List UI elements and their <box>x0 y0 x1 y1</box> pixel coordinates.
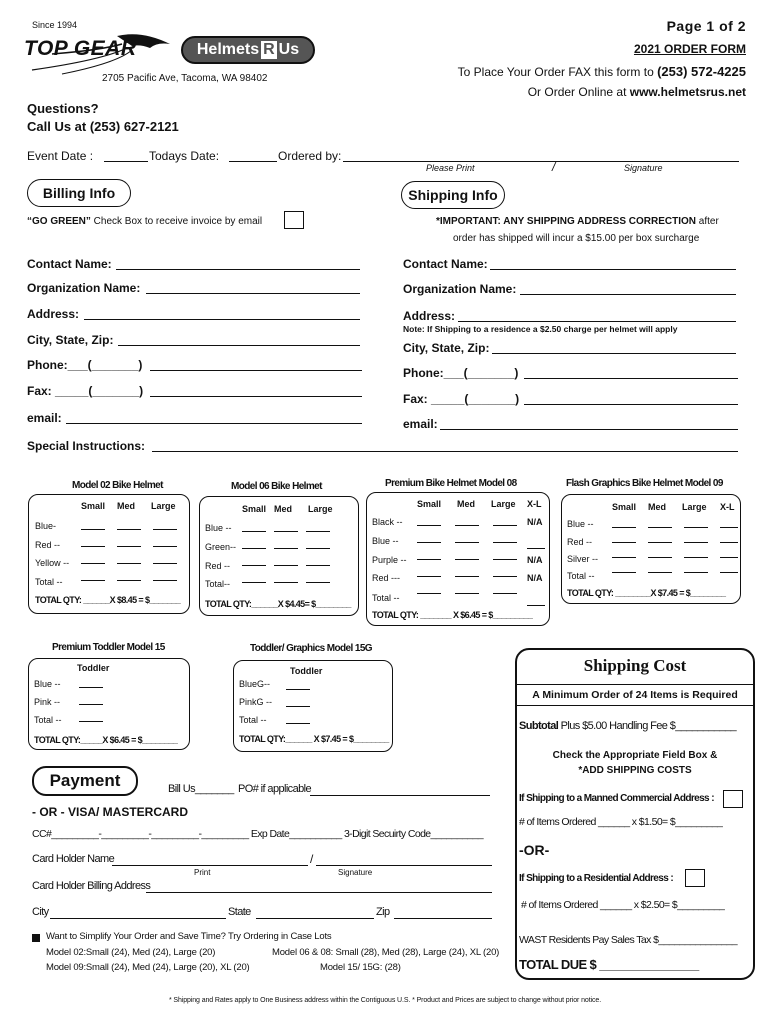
m02-size-med: Med <box>117 501 135 511</box>
m02-size-large: Large <box>151 501 176 511</box>
m08-grid[interactable] <box>417 517 529 594</box>
special-instructions-field[interactable] <box>152 451 738 452</box>
wa-sales-tax-line[interactable]: WAST Residents Pay Sales Tax $_______________ <box>519 934 737 946</box>
m08-row-red: Red --- <box>372 573 401 583</box>
m09-row-blue: Blue -- <box>567 519 594 529</box>
m08-row-black: Black -- <box>372 517 403 527</box>
shipping-contact-field[interactable] <box>490 269 736 270</box>
important-after: after <box>696 216 719 227</box>
shipping-fax-label: Fax: _____(_______) <box>403 392 520 406</box>
add-shipping-note: *ADD SHIPPING COSTS <box>578 765 692 776</box>
min-order-text: A Minimum Order of 24 Items is Required <box>532 689 738 701</box>
important-bold: *IMPORTANT: ANY SHIPPING ADDRESS CORRECTION <box>436 216 697 227</box>
card-holder-print-field[interactable] <box>112 865 308 866</box>
billing-contact-field[interactable] <box>116 269 360 270</box>
top-gear-logo <box>22 30 172 75</box>
page-number: Page 1 of 2 <box>666 18 746 34</box>
m15-row-pink: Pink -- <box>34 697 61 707</box>
form-title: 2021 ORDER FORM <box>633 42 746 56</box>
model-15-box <box>28 658 190 750</box>
case-lot-model-15: Model 15/ 15G: (28) <box>320 962 401 973</box>
shipping-city-label: City, State, Zip: <box>403 341 490 355</box>
m15g-size-toddler: Toddler <box>290 666 323 676</box>
m09-row-red: Red -- <box>567 537 593 547</box>
m08-row-blue: Blue -- <box>372 536 399 546</box>
m06-row-green: Green-- <box>205 542 237 552</box>
m08-row-total: Total -- <box>372 593 400 603</box>
online-line <box>528 85 746 99</box>
billing-phone-field[interactable] <box>150 370 362 371</box>
shipping-email-label: email: <box>403 417 438 431</box>
or-divider: -OR- <box>519 842 550 858</box>
fax-line-text: To Place Your Order FAX this form to <box>457 65 658 79</box>
card-holder-signature-hint: Signature <box>338 868 373 877</box>
commercial-items-line[interactable]: # of Items Ordered ______ x $1.50= $_________ <box>519 816 723 828</box>
case-lot-model-09: Model 09:Small (24), Med (24), Large (20), XL (20) <box>46 962 250 973</box>
m06-size-large: Large <box>308 504 333 514</box>
company-address: 2705 Pacific Ave, Tacoma, WA 98402 <box>102 73 268 84</box>
subtotal-line[interactable] <box>519 720 736 732</box>
m02-row-red: Red -- <box>35 540 61 550</box>
min-order-banner <box>517 684 753 706</box>
commercial-address-label: If Shipping to a Manned Commercial Address : <box>519 793 714 804</box>
signature-hint: Signature <box>624 163 663 173</box>
m15-row-blue: Blue -- <box>34 679 61 689</box>
m08-size-large: Large <box>491 499 516 509</box>
shipping-org-field[interactable] <box>520 294 736 295</box>
m06-row-red: Red -- <box>205 561 231 571</box>
subtotal-label: Subtotal <box>519 720 559 732</box>
event-date-field[interactable] <box>104 161 148 162</box>
billing-email-field[interactable] <box>66 423 362 424</box>
m08-na-red: N/A <box>527 573 543 583</box>
shipping-address-label: Address: <box>403 309 456 323</box>
shipping-phone-label: Phone:___(_______) <box>403 366 519 380</box>
billing-contact-label: Contact Name: <box>27 257 112 271</box>
case-lot-model-06-08: Model 06 & 08: Small (28), Med (28), Large (24), XL (20) <box>272 947 500 958</box>
shipping-city-field[interactable] <box>492 353 736 354</box>
m06-total-qty[interactable]: TOTAL QTY:______X $4.45= $________ <box>205 599 351 609</box>
go-green-text: Check Box to receive invoice by email <box>90 216 263 227</box>
payment-heading: Payment <box>32 766 138 796</box>
m08-size-small: Small <box>417 499 442 509</box>
visa-mastercard-label: - OR - VISA/ MASTERCARD <box>32 805 188 819</box>
go-green-label <box>27 216 262 227</box>
helmets-logo-text-a: Helmets <box>196 41 260 58</box>
model-02-title: Model 02 Bike Helmet <box>72 480 163 491</box>
card-billing-address-field[interactable] <box>146 892 492 893</box>
todays-date-label: Todays Date: <box>149 149 220 163</box>
helmets-r-us-logo <box>181 36 315 64</box>
m09-total-qty[interactable]: TOTAL QTY: ________X $7.45 = $________ <box>567 588 726 598</box>
m06-row-blue: Blue -- <box>205 523 232 533</box>
payment-city-field[interactable] <box>50 918 226 919</box>
po-field[interactable] <box>310 795 490 796</box>
billing-fax-label: Fax: _____(_______) <box>27 384 144 398</box>
go-green-bold: “GO GREEN” <box>27 216 91 227</box>
payment-zip-field[interactable] <box>394 918 492 919</box>
ordered-by-label: Ordered by: <box>278 149 342 163</box>
billing-org-field[interactable] <box>146 293 360 294</box>
m08-size-xl: X-L <box>527 499 542 509</box>
billing-city-label: City, State, Zip: <box>27 333 114 347</box>
m09-size-small: Small <box>612 502 637 512</box>
m08-total-qty[interactable]: TOTAL QTY: _______ X $6.45 = $_________ <box>372 610 533 620</box>
m09-row-total: Total -- <box>567 571 595 581</box>
residential-address-checkbox[interactable] <box>685 869 705 887</box>
m08-na-black: N/A <box>527 517 543 527</box>
billing-address-field[interactable] <box>84 319 360 320</box>
m02-row-yellow: Yellow -- <box>35 558 70 568</box>
important-notice <box>436 216 719 227</box>
since-label: Since 1994 <box>32 20 78 30</box>
ordered-by-slash: / <box>552 160 556 174</box>
m15g-row-pinkg: PinkG -- <box>239 697 273 707</box>
m06-grid[interactable] <box>242 523 336 583</box>
shipping-info-heading: Shipping Info <box>401 181 505 209</box>
online-text: Or Order Online at <box>527 85 630 99</box>
website-url[interactable]: www.helmetsrus.net <box>629 85 746 99</box>
residential-items-line[interactable]: # of Items Ordered ______ x $2.50= $_________ <box>521 899 725 911</box>
shipping-contact-label: Contact Name: <box>403 257 488 271</box>
helmets-logo-r: R <box>263 41 275 58</box>
m09-size-med: Med <box>648 502 666 512</box>
billing-phone-label: Phone:___(_______) <box>27 358 143 372</box>
payment-state-field[interactable] <box>256 918 374 919</box>
questions-phone: Call Us at (253) 627-2121 <box>27 119 179 134</box>
m08-size-med: Med <box>457 499 475 509</box>
residential-address-label: If Shipping to a Residential Address : <box>519 873 674 884</box>
billing-address-label: Address: <box>27 307 80 321</box>
model-06-title: Model 06 Bike Helmet <box>231 481 322 492</box>
shipping-fax-field[interactable] <box>524 404 738 405</box>
billing-city-field[interactable] <box>118 345 360 346</box>
case-lot-model-02: Model 02:Small (24), Med (24), Large (20) <box>46 947 216 958</box>
billing-info-heading: Billing Info <box>27 179 131 207</box>
footer-disclaimer: * Shipping and Rates apply to One Business address within the Contiguous U.S. * Product and Prices are subject to change without prior notice. <box>168 997 602 1004</box>
credit-card-line[interactable]: CC#_________-_________-_________-_________ Exp Date__________ 3-Digit Secuirty Code__________ <box>32 828 483 840</box>
billing-fax-field[interactable] <box>150 396 362 397</box>
special-instructions-label: Special Instructions: <box>27 439 146 453</box>
m02-grid[interactable] <box>81 521 183 581</box>
model-15g-box <box>233 660 393 752</box>
billing-email-label: email: <box>27 411 62 425</box>
model-06-box <box>199 496 359 616</box>
shipping-org-label: Organization Name: <box>403 282 517 296</box>
payment-state-label: State <box>228 906 251 918</box>
m02-row-total: Total -- <box>35 577 63 587</box>
card-holder-slash: / <box>310 852 314 866</box>
payment-zip-label: Zip <box>376 906 390 918</box>
helmets-logo-text-b: Us <box>278 41 300 58</box>
shipping-phone-field[interactable] <box>524 378 738 379</box>
m09-size-large: Large <box>682 502 707 512</box>
top-gear-text: TOP GEAR <box>24 37 137 60</box>
m15-grid[interactable] <box>79 679 109 722</box>
m15g-grid[interactable] <box>286 681 316 724</box>
m15g-row-total: Total -- <box>239 715 267 725</box>
m08-na-purple: N/A <box>527 555 543 565</box>
m08-xl-blue[interactable] <box>527 536 545 554</box>
card-holder-name-label: Card Holder Name <box>32 853 115 865</box>
m08-row-purple: Purple -- <box>372 555 407 565</box>
model-02-box <box>28 494 190 614</box>
questions-heading: Questions? <box>27 101 99 116</box>
m09-grid[interactable] <box>612 519 744 573</box>
m02-size-small: Small <box>81 501 106 511</box>
m15-total-qty[interactable]: TOTAL QTY:_____X $6.45 = $________ <box>34 735 178 745</box>
commercial-address-checkbox[interactable] <box>723 790 743 808</box>
m15g-total-qty[interactable]: TOTAL QTY:______ X $7.45 = $________ <box>239 734 389 744</box>
fax-line <box>458 64 746 79</box>
todays-date-field[interactable] <box>229 161 277 162</box>
m06-size-small: Small <box>242 504 267 514</box>
shipping-email-field[interactable] <box>440 429 738 430</box>
m09-size-xl: X-L <box>720 502 735 512</box>
m15-row-total: Total -- <box>34 715 62 725</box>
go-green-checkbox[interactable] <box>284 211 304 229</box>
subtotal-handling: Plus $5.00 Handling Fee $___________ <box>558 720 736 732</box>
model-09-box <box>561 494 741 604</box>
card-holder-signature-field[interactable] <box>316 865 492 866</box>
model-08-box <box>366 492 550 626</box>
model-15-title: Premium Toddler Model 15 <box>52 642 165 653</box>
po-label: PO# if applicable <box>238 783 311 795</box>
m02-total-qty[interactable]: TOTAL QTY: ______X $8.45 = $_______ <box>35 595 181 605</box>
shipping-cost-box <box>515 648 755 980</box>
payment-city-label: City <box>32 906 49 918</box>
case-lot-tip: Want to Simplify Your Order and Save Time? Try Ordering in Case Lots <box>46 931 332 942</box>
shipping-address-field[interactable] <box>458 321 736 322</box>
shipping-cost-title: Shipping Cost <box>583 656 687 675</box>
event-date-label: Event Date : <box>27 149 94 163</box>
m09-row-silver: Silver -- <box>567 554 598 564</box>
bill-us-option[interactable]: Bill Us_______ <box>168 783 234 795</box>
m02-row-blue: Blue- <box>35 521 57 531</box>
m15g-row-blueg: BlueG-- <box>239 679 271 689</box>
total-due-line[interactable]: TOTAL DUE $ _______________ <box>519 957 699 972</box>
m06-row-total: Total-- <box>205 579 231 589</box>
model-09-title: Flash Graphics Bike Helmet Model 09 <box>566 478 723 489</box>
important-surcharge: order has shipped will incur a $15.00 per box surcharge <box>453 233 700 244</box>
model-08-title: Premium Bike Helmet Model 08 <box>385 478 517 489</box>
bullet-square-icon <box>32 934 40 942</box>
m08-xl-total[interactable] <box>527 593 545 611</box>
residence-note: Note: If Shipping to a residence a $2.50 charge per helmet will apply <box>403 324 678 334</box>
card-holder-print-hint: Print <box>194 868 211 877</box>
billing-address-label-payment: Card Holder Billing Address <box>32 880 151 892</box>
m15-size-toddler: Toddler <box>77 663 110 673</box>
please-print-hint: Please Print <box>426 163 475 173</box>
check-field-note: Check the Appropriate Field Box & <box>552 750 718 761</box>
m06-size-med: Med <box>274 504 292 514</box>
ordered-by-field[interactable] <box>343 161 739 162</box>
model-15g-title: Toddler/ Graphics Model 15G <box>250 643 372 654</box>
fax-number: (253) 572-4225 <box>657 64 746 79</box>
billing-org-label: Organization Name: <box>27 281 141 295</box>
